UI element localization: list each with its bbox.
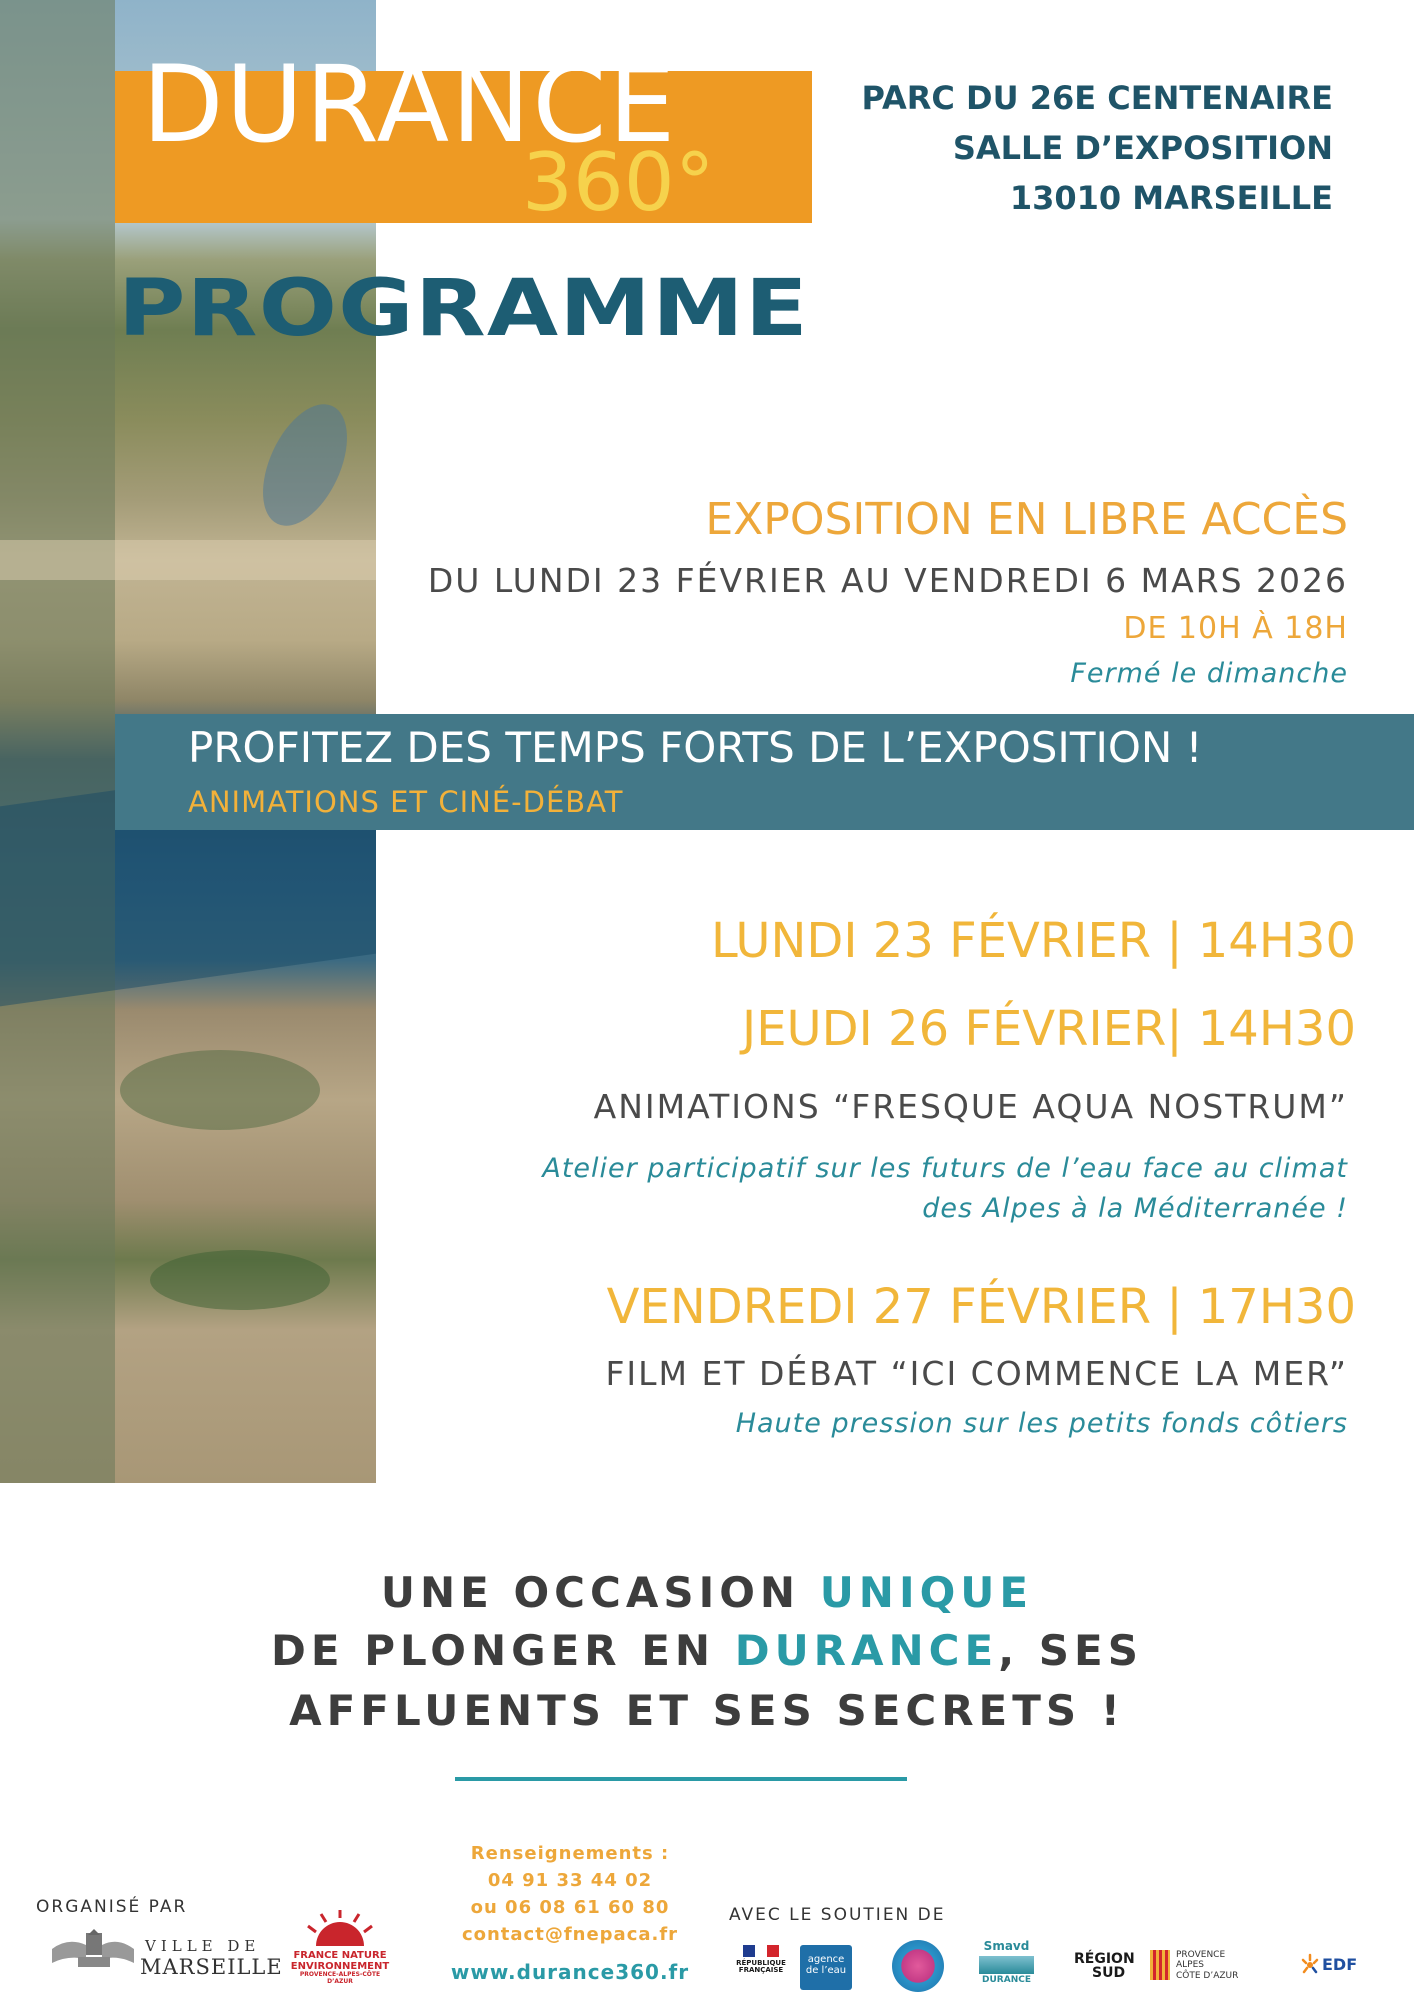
exposition-closed-note: Fermé le dimanche (1070, 658, 1348, 689)
tagline-line-1: UNE OCCASION UNIQUE (380, 1568, 1034, 1617)
exposition-dates: DU LUNDI 23 FÉVRIER AU VENDREDI 6 MARS 2026 (427, 561, 1348, 600)
smavd-waves-icon (979, 1956, 1034, 1974)
film-description: Haute pression sur les petits fonds côtiers (735, 1408, 1348, 1439)
smavd-logo: Smavd DURANCE (979, 1940, 1034, 1990)
event-date-1: LUNDI 23 FÉVRIER | 14H30 (711, 913, 1356, 969)
event-date-2: JEUDI 26 FÉVRIER| 14H30 (742, 1001, 1356, 1057)
phone-1[interactable]: 04 91 33 44 02 (487, 1870, 653, 1891)
marseille-label: MARSEILLE (140, 1955, 283, 1979)
title-360: 360° (522, 136, 715, 229)
marseille-crest-icon (48, 1925, 138, 1975)
address-line-3: 13010 MARSEILLE (1009, 179, 1333, 217)
tagline-line-2: DE PLONGER EN DURANCE, SES (271, 1626, 1143, 1675)
edf-flower-icon (1300, 1953, 1320, 1977)
info-label: Renseignements : (470, 1843, 670, 1864)
divider (455, 1777, 907, 1781)
support-label: AVEC LE SOUTIEN DE (729, 1905, 946, 1925)
banner-subtitle: ANIMATIONS ET CINÉ-DÉBAT (188, 785, 624, 819)
film-title: FILM ET DÉBAT “ICI COMMENCE LA MER” (605, 1354, 1348, 1393)
fne-name: FRANCE NATURE ENVIRONNEMENT PROVENCE-ALPES-CÔTE D’AZUR (290, 1950, 390, 1985)
title-durance: DURANCE (142, 43, 678, 166)
region-flag-icon (1150, 1950, 1170, 1980)
region-sud-logo: RÉGION SUD (1074, 1951, 1135, 1981)
agence-de-l-eau-logo: agence de l’eau (800, 1945, 852, 1990)
ville-de-label: VILLE DE (145, 1937, 261, 1955)
animation-title: ANIMATIONS “FRESQUE AQUA NOSTRUM” (593, 1087, 1348, 1126)
paca-label: PROVENCE ALPES CÔTE D’AZUR (1176, 1950, 1239, 1981)
exposition-hours: DE 10H À 18H (1123, 611, 1348, 646)
republique-francaise-logo: RÉPUBLIQUE FRANÇAISE (736, 1945, 786, 1990)
website-link[interactable]: www.durance360.fr (450, 1960, 690, 1984)
address-line-2: SALLE D’EXPOSITION (952, 129, 1333, 167)
animation-description-1: Atelier participatif sur les futurs de l’eau face au climat (542, 1153, 1348, 1184)
edf-logo: EDF (1300, 1953, 1357, 1977)
engagement-badge-icon (892, 1940, 944, 1992)
programme-heading: PROGRAMME (118, 264, 809, 354)
fne-sun-icon (286, 1908, 394, 1948)
fne-logo (286, 1908, 394, 1988)
contact-email[interactable]: contact@fnepaca.fr (461, 1924, 679, 1945)
event-date-3: VENDREDI 27 FÉVRIER | 17H30 (606, 1279, 1356, 1335)
phone-2[interactable]: ou 06 08 61 60 80 (470, 1897, 670, 1918)
banner-title: PROFITEZ DES TEMPS FORTS DE L’EXPOSITION ! (188, 723, 1203, 772)
organised-by-label: ORGANISÉ PAR (36, 1897, 188, 1917)
animation-description-2: des Alpes à la Méditerranée ! (922, 1193, 1348, 1224)
tagline-line-3: AFFLUENTS ET SES SECRETS ! (289, 1686, 1125, 1735)
exposition-title: EXPOSITION EN LIBRE ACCÈS (705, 494, 1348, 545)
tricolor-icon (743, 1945, 779, 1957)
address-line-1: PARC DU 26E CENTENAIRE (861, 79, 1333, 117)
